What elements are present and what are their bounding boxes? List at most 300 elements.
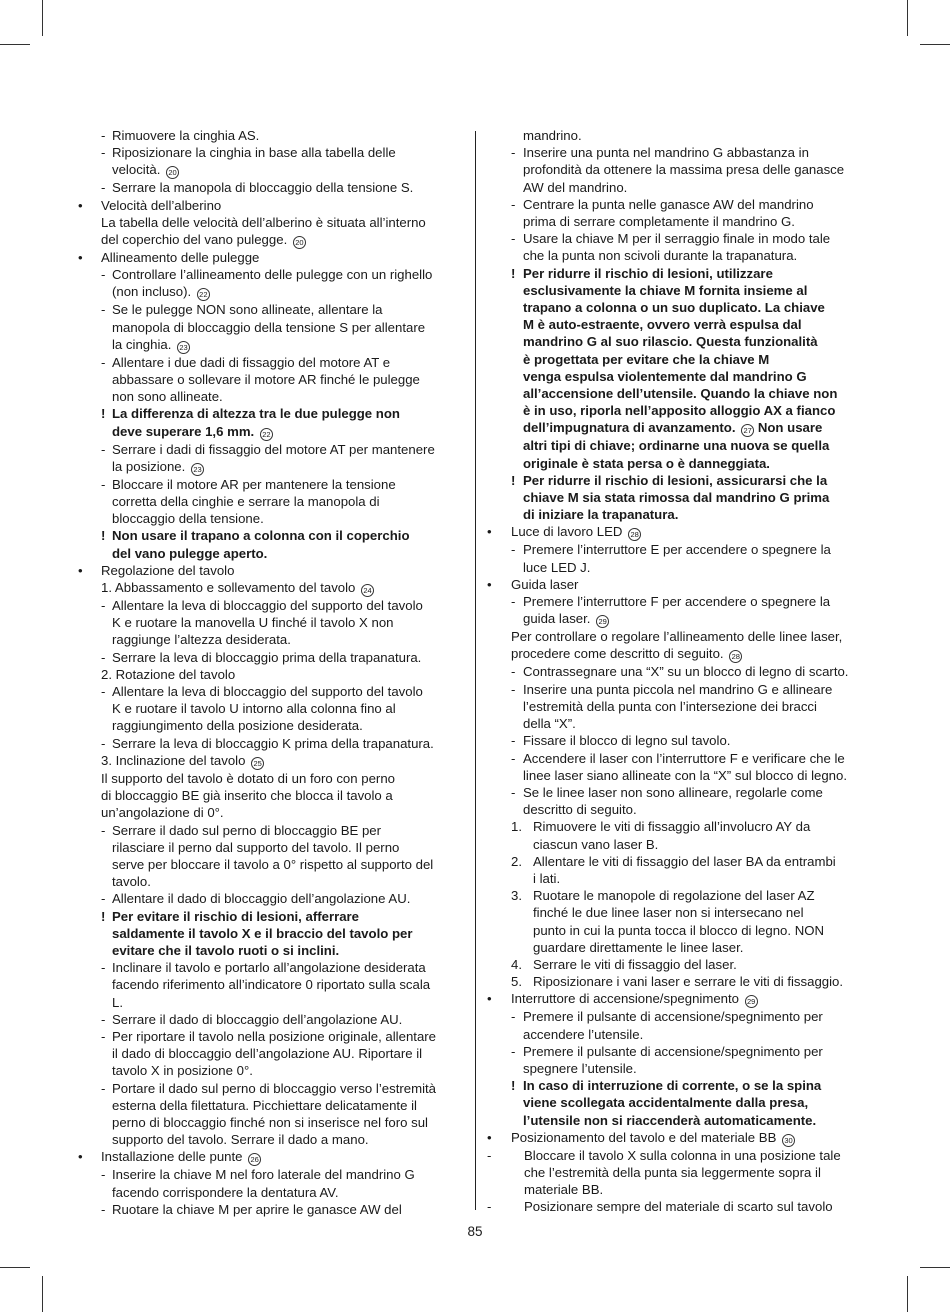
list-marker: !: [511, 1078, 516, 1094]
line-text: dell’impugnatura di avanzamento.: [523, 420, 736, 436]
text-line: [486, 628, 878, 645]
text-line: [486, 437, 878, 454]
figure-reference-icon: 23: [191, 463, 204, 476]
line-text: linee laser siano allineate con la “X” sul blocco di legno.: [523, 767, 848, 783]
text-line: [486, 282, 878, 299]
text-line: [74, 301, 466, 318]
line-text: l’utensile non si riaccenderà automaticamente.: [523, 1112, 817, 1128]
figure-reference-icon: 26: [248, 1153, 261, 1166]
text-line: [74, 1097, 466, 1114]
text-line: [74, 1011, 466, 1028]
crop-mark: [42, 0, 43, 36]
line-text: Premere l’interruttore F per accendere o spegnere la: [523, 594, 831, 610]
line-text: Allentare i due dadi di fissaggio del motore AT e: [112, 354, 391, 370]
line-text: un’angolazione di 0°.: [101, 805, 224, 821]
list-marker: -: [511, 681, 516, 697]
crop-mark: [907, 1276, 908, 1312]
text-line: [486, 593, 878, 610]
line-text: esterna della filettatura. Picchiettare delicatamente il: [112, 1097, 417, 1113]
line-text: velocità.: [112, 162, 161, 178]
list-marker: 2.: [511, 853, 522, 869]
line-text: Allentare la leva di bloccaggio del supporto del tavolo: [112, 598, 423, 614]
line-text: Serrare il dado di bloccaggio dell’angolazione AU.: [112, 1011, 403, 1027]
line-text: perno di bloccaggio finché non si inserisce nel foro sul: [112, 1114, 428, 1130]
line-text: tavolo.: [112, 874, 151, 890]
text-line: [74, 388, 466, 405]
text-line: [486, 784, 878, 801]
line-text: di bloccaggio BE già inserito che blocca il tavolo a: [101, 788, 393, 804]
text-line: [486, 230, 878, 247]
line-text: facendo corrispondere la dentatura AV.: [112, 1184, 339, 1200]
figure-reference-icon: 20: [293, 236, 306, 249]
page-number: 85: [467, 1224, 483, 1239]
list-marker: 3.: [511, 888, 522, 904]
text-line: [74, 770, 466, 787]
figure-reference-icon: 20: [166, 166, 179, 179]
text-line: [74, 249, 466, 266]
text-line: [486, 1094, 878, 1111]
text-line: [74, 787, 466, 804]
list-marker: -: [101, 598, 106, 614]
text-line: [486, 316, 878, 333]
line-text: 3. Inclinazione del tavolo: [101, 752, 246, 768]
line-text: Posizionare sempre del materiale di scarto sul tavolo: [524, 1199, 833, 1215]
line-text: mandrino G al suo rilascio. Questa funzionalità: [523, 334, 818, 350]
text-line: [74, 597, 466, 614]
line-text: Ruotare la chiave M per aprire le ganasce AW del: [112, 1201, 402, 1217]
line-text: Per riportare il tavolo nella posizione originale, allentare: [112, 1028, 437, 1044]
line-text: procedere come descritto di seguito.: [511, 646, 724, 662]
text-line: [74, 458, 466, 476]
list-marker: •: [78, 197, 83, 213]
text-line: [74, 804, 466, 821]
line-text: originale è stata persa o è danneggiata.: [523, 455, 770, 471]
text-line: [74, 683, 466, 700]
list-marker: -: [101, 1080, 106, 1096]
text-line: [74, 822, 466, 839]
figure-reference-icon: 25: [251, 757, 264, 770]
text-line: [486, 1181, 878, 1198]
text-line: [486, 698, 878, 715]
line-text: Installazione delle punte: [101, 1149, 243, 1165]
text-line: [486, 523, 878, 541]
line-text: Inserire la chiave M nel foro laterale del mandrino G: [112, 1167, 415, 1183]
text-line: [486, 1129, 878, 1147]
line-text: Interruttore di accensione/spegnimento: [511, 991, 739, 1007]
line-text: profondità da ottenere la massima presa delle ganasce: [523, 162, 845, 178]
line-text: Serrare la manopola di bloccaggio della tensione S.: [112, 180, 414, 196]
list-marker: 4.: [511, 956, 522, 972]
line-text: finché le due linee laser non si intersecano nel: [533, 905, 804, 921]
list-marker: •: [78, 250, 83, 266]
list-marker: -: [511, 145, 516, 161]
list-marker: -: [101, 128, 106, 143]
text-line: [486, 939, 878, 956]
line-text: è in uso, riporla nell’apposito alloggio AX a fianco: [523, 403, 836, 419]
line-text: all’accensione dell’utensile. Quando la chiave non: [523, 386, 838, 402]
line-text: Luce di lavoro LED: [511, 524, 623, 540]
list-marker: -: [511, 542, 516, 558]
line-text: M è auto-estraente, ovvero verrà espulsa dal: [523, 317, 802, 333]
line-text: Premere il pulsante di accensione/spegnimento per: [523, 1009, 823, 1025]
line-text: del coperchio del vano pulegge.: [101, 232, 288, 248]
text-line: [486, 576, 878, 593]
list-marker: •: [78, 1149, 83, 1165]
line-text: abbassare o sollevare il motore AR finché le pulegge: [112, 372, 420, 388]
text-line: [74, 1131, 466, 1148]
text-line: [74, 214, 466, 231]
text-line: [74, 510, 466, 527]
line-text: chiave M sia stata rimossa dal mandrino G prima: [523, 490, 830, 506]
text-line: [486, 455, 878, 472]
text-line: [486, 663, 878, 680]
line-text: In caso di interruzione di corrente, o se la spina: [523, 1078, 822, 1094]
line-text: viene scollegata accidentalmente dalla presa,: [523, 1095, 809, 1111]
text-line: [486, 645, 878, 663]
text-line: [486, 732, 878, 749]
list-marker: !: [511, 472, 516, 488]
list-marker: -: [101, 145, 106, 161]
line-text: prima di serrare completamente il mandrino G.: [523, 214, 795, 230]
line-text: Premere il pulsante di accensione/spegnimento per: [523, 1043, 823, 1059]
list-marker: -: [101, 476, 106, 492]
text-line: [74, 976, 466, 993]
list-marker: -: [487, 1147, 492, 1163]
text-line: [74, 890, 466, 907]
figure-reference-icon: 29: [596, 615, 609, 628]
text-line: [486, 1043, 878, 1060]
text-line: [486, 333, 878, 350]
text-line: [486, 368, 878, 385]
text-line: [486, 1077, 878, 1094]
text-line: [74, 354, 466, 371]
figure-reference-icon: 30: [782, 1134, 795, 1147]
list-marker: -: [511, 231, 516, 247]
list-marker: !: [101, 406, 106, 422]
list-marker: -: [101, 891, 106, 907]
text-line: [486, 922, 878, 939]
text-line: [486, 801, 878, 818]
list-marker: -: [511, 784, 516, 800]
crop-mark: [0, 44, 30, 45]
list-marker: -: [101, 735, 106, 751]
list-marker: -: [101, 960, 106, 976]
list-marker: -: [511, 733, 516, 749]
list-marker: •: [487, 1129, 492, 1145]
text-line: [74, 959, 466, 976]
line-text: manopola di bloccaggio della tensione S per allentare: [112, 319, 426, 335]
crop-mark: [920, 44, 950, 45]
text-line: [486, 419, 878, 437]
line-text: saldamente il tavolo X e il braccio del tavolo per: [112, 925, 413, 941]
line-text: 1. Abbassamento e sollevamento del tavolo: [101, 580, 356, 596]
line-text: Per ridurre il rischio di lesioni, assicurarsi che la: [523, 472, 828, 488]
text-line: [486, 610, 878, 628]
text-line: [74, 856, 466, 873]
line-text: serve per bloccare il tavolo a 0° rispetto al supporto del: [112, 856, 434, 872]
list-marker: -: [101, 1201, 106, 1217]
line-text: di iniziare la trapanatura.: [523, 507, 679, 523]
text-line: [486, 818, 878, 835]
text-line: [486, 144, 878, 161]
line-text: del vano pulegge aperto.: [112, 545, 268, 561]
line-text: 2. Rotazione del tavolo: [101, 666, 236, 682]
line-text: Velocità dell’alberino: [101, 197, 222, 213]
figure-reference-icon: 23: [177, 341, 190, 354]
line-text: Bloccare il tavolo X sulla colonna in una posizione tale: [524, 1147, 841, 1163]
line-text: l’estremità della punta con l’intersezione dei bracci: [523, 698, 817, 714]
line-text: mandrino.: [523, 128, 582, 143]
line-text: esclusivamente la chiave M fornita insieme al: [523, 282, 808, 298]
line-text: Il supporto del tavolo è dotato di un foro con perno: [101, 770, 395, 786]
line-text: Se le linee laser non sono allineare, regolarle come: [523, 784, 823, 800]
text-line: [486, 1147, 878, 1164]
line-text: Serrare le viti di fissaggio del laser.: [533, 956, 737, 972]
line-text: Se le pulegge NON sono allineate, allentare la: [112, 302, 383, 318]
list-marker: -: [511, 594, 516, 610]
list-marker: !: [511, 265, 516, 281]
line-text: Serrare la leva di bloccaggio prima della trapanatura.: [112, 649, 422, 665]
text-line: [486, 247, 878, 264]
line-text: venga espulsa violentemente dal mandrino G: [523, 368, 807, 384]
list-marker: -: [101, 1011, 106, 1027]
line-text: facendo riferimento all’indicatore 0 riportato sulla scala: [112, 977, 431, 993]
text-line: [74, 336, 466, 354]
text-line: [74, 942, 466, 959]
line-text: Serrare la leva di bloccaggio K prima della trapanatura.: [112, 735, 434, 751]
line-text: Riposizionare i vani laser e serrare le viti di fissaggio.: [533, 974, 844, 990]
list-marker: -: [101, 354, 106, 370]
list-marker: •: [487, 524, 492, 540]
list-marker: -: [511, 1043, 516, 1059]
text-line: [486, 681, 878, 698]
list-marker: -: [511, 196, 516, 212]
text-line: [74, 873, 466, 890]
line-text: Portare il dado sul perno di bloccaggio verso l’estremità: [112, 1080, 436, 1096]
line-text: la cinghia.: [112, 336, 172, 352]
text-line: [486, 767, 878, 784]
text-line: [486, 213, 878, 230]
text-line: [74, 1201, 466, 1218]
line-text: la posizione.: [112, 458, 186, 474]
text-line: [74, 527, 466, 544]
text-line: [74, 649, 466, 666]
text-line: [74, 1028, 466, 1045]
text-line: [74, 1184, 466, 1201]
text-line: [74, 666, 466, 683]
text-line: [486, 887, 878, 904]
text-line: [486, 1112, 878, 1129]
line-text: materiale BB.: [524, 1182, 604, 1198]
text-line: [486, 1164, 878, 1181]
text-line: [74, 735, 466, 752]
text-line: [74, 476, 466, 493]
line-text: La differenza di altezza tra le due pulegge non: [112, 406, 400, 422]
figure-reference-icon: 22: [260, 428, 273, 441]
line-text: ciascun vano laser B.: [533, 836, 659, 852]
line-text: Rimuovere le viti di fissaggio all’involucro AY da: [533, 819, 811, 835]
line-text: è progettata per evitare che la chiave M: [523, 351, 770, 367]
text-line: [74, 614, 466, 631]
text-line: [74, 717, 466, 734]
list-marker: 1.: [511, 819, 522, 835]
list-marker: -: [487, 1199, 492, 1215]
list-marker: !: [101, 908, 106, 924]
list-marker: •: [487, 576, 492, 592]
text-line: [486, 127, 878, 144]
line-text: guida laser.: [523, 611, 591, 627]
text-line: [486, 265, 878, 282]
line-text: Accendere il laser con l’interruttore F e verificare che le: [523, 750, 845, 766]
text-line: [486, 1008, 878, 1025]
figure-reference-icon: 27: [741, 424, 754, 437]
text-line: [74, 1114, 466, 1131]
text-line: [74, 545, 466, 562]
line-text: della “X”.: [523, 716, 576, 732]
crop-mark: [42, 1276, 43, 1312]
text-line: [74, 1045, 466, 1062]
text-line: [74, 631, 466, 648]
text-line: [486, 179, 878, 196]
text-line: [74, 144, 466, 161]
line-text: Guida laser: [511, 576, 579, 592]
line-text: tavolo X in posizione 0°.: [112, 1063, 253, 1079]
text-line: [486, 836, 878, 853]
text-line: [74, 161, 466, 179]
line-text: K e ruotare la manovella U finché il tavolo X non: [112, 615, 394, 631]
line-text: accendere l’utensile.: [523, 1026, 644, 1042]
line-text: non sono allineate.: [112, 389, 223, 405]
text-line: [74, 371, 466, 388]
list-marker: -: [101, 267, 106, 283]
line-text: evitare che il tavolo ruoti o si inclini.: [112, 942, 340, 958]
crop-mark: [920, 1267, 950, 1268]
text-line: [74, 179, 466, 196]
text-line: [74, 1166, 466, 1183]
text-line: [74, 925, 466, 942]
line-text: trapano a colonna o un suo duplicato. La chiave: [523, 300, 825, 316]
line-text: che la punta non scivoli durante la trapanatura.: [523, 248, 798, 264]
line-text: guardare direttamente le linee laser.: [533, 939, 744, 955]
text-line: [486, 870, 878, 887]
line-text: che l’estremità della punta sia leggermente sopra il: [524, 1164, 821, 1180]
list-marker: -: [101, 684, 106, 700]
line-text: Controllare l’allineamento delle pulegge con un righello: [112, 267, 433, 283]
text-line: [486, 750, 878, 767]
line-text: luce LED J.: [523, 559, 591, 575]
text-line: [74, 1148, 466, 1166]
line-text: il dado di bloccaggio dell’angolazione AU. Riportare il: [112, 1046, 423, 1062]
line-text: Ruotare le manopole di regolazione del laser AZ: [533, 888, 815, 904]
crop-mark: [907, 0, 908, 36]
figure-reference-icon: 28: [729, 650, 742, 663]
text-line: [486, 489, 878, 506]
line-text: descritto di seguito.: [523, 802, 637, 818]
line-text: Serrare il dado sul perno di bloccaggio BE per: [112, 822, 382, 838]
list-marker: -: [101, 649, 106, 665]
list-marker: -: [511, 664, 516, 680]
line-text: L.: [112, 994, 123, 1010]
text-line: [74, 197, 466, 214]
list-marker: •: [487, 991, 492, 1007]
text-line: [74, 562, 466, 579]
figure-reference-icon: 28: [628, 528, 641, 541]
line-text: Regolazione del tavolo: [101, 562, 235, 578]
text-line: [486, 299, 878, 316]
list-marker: •: [78, 562, 83, 578]
text-line: [74, 319, 466, 336]
line-text: Bloccare il motore AR per mantenere la tensione: [112, 476, 396, 492]
left-column: [74, 127, 466, 1218]
line-text: deve superare 1,6 mm.: [112, 423, 255, 439]
text-line: [486, 541, 878, 558]
list-marker: !: [101, 528, 106, 544]
figure-reference-icon: 24: [361, 584, 374, 597]
line-text: Allentare il dado di bloccaggio dell’angolazione AU.: [112, 891, 411, 907]
line-text: Fissare il blocco di legno sul tavolo.: [523, 733, 731, 749]
line-text: Posizionamento del tavolo e del materiale BB: [511, 1129, 777, 1145]
text-line: [74, 908, 466, 925]
line-text: Non usare il trapano a colonna con il coperchio: [112, 528, 410, 544]
text-line: [486, 853, 878, 870]
text-line: [486, 1198, 878, 1215]
text-line: [486, 559, 878, 576]
list-marker: -: [101, 180, 106, 196]
line-text: Premere l’interruttore E per accendere o spegnere la: [523, 542, 831, 558]
list-marker: -: [101, 822, 106, 838]
line-text: Riposizionare la cinghia in base alla tabella delle: [112, 145, 396, 161]
line-text: raggiunge l’altezza desiderata.: [112, 632, 291, 648]
line-text: AW del mandrino.: [523, 179, 628, 195]
line-text: i lati.: [533, 870, 561, 886]
text-line: [74, 423, 466, 441]
text-line: [486, 904, 878, 921]
line-text: Contrassegnare una “X” su un blocco di legno di scarto.: [523, 664, 849, 680]
list-marker: 5.: [511, 974, 522, 990]
line-text: (non incluso).: [112, 284, 192, 300]
text-line: [486, 385, 878, 402]
text-line: [74, 700, 466, 717]
line-text: Centrare la punta nelle ganasce AW del mandrino: [523, 196, 814, 212]
line-text: corretta della cinghie e serrare la manopola di: [112, 494, 380, 510]
text-line: [74, 1062, 466, 1079]
line-text: Per evitare il rischio di lesioni, afferrare: [112, 908, 360, 924]
text-line: [486, 196, 878, 213]
line-text: Serrare i dadi di fissaggio del motore AT per mantenere: [112, 441, 435, 457]
figure-reference-icon: 29: [745, 995, 758, 1008]
text-line: [486, 1026, 878, 1043]
text-line: [74, 839, 466, 856]
crop-mark: [0, 1267, 30, 1268]
line-text: Inserire una punta piccola nel mandrino G e allineare: [523, 681, 833, 697]
text-line: [486, 973, 878, 990]
list-marker: -: [101, 1167, 106, 1183]
right-column: [486, 127, 878, 1216]
line-text: K e ruotare il tavolo U intorno alla colonna fino al: [112, 701, 396, 717]
text-line: [74, 283, 466, 301]
line-text: Inclinare il tavolo e portarlo all’angolazione desiderata: [112, 960, 426, 976]
line-text: punto in cui la punta tocca il blocco di legno. NON: [533, 922, 825, 938]
line-text: Allineamento delle pulegge: [101, 250, 260, 266]
text-line: [486, 1060, 878, 1077]
line-text: supporto del tavolo. Serrare il dado a mano.: [112, 1132, 369, 1148]
list-marker: -: [101, 1028, 106, 1044]
text-line: [74, 752, 466, 770]
text-line: [74, 579, 466, 597]
text-line: [486, 956, 878, 973]
line-text: La tabella delle velocità dell’alberino è situata all’interno: [101, 214, 426, 230]
figure-reference-icon: 22: [197, 288, 210, 301]
